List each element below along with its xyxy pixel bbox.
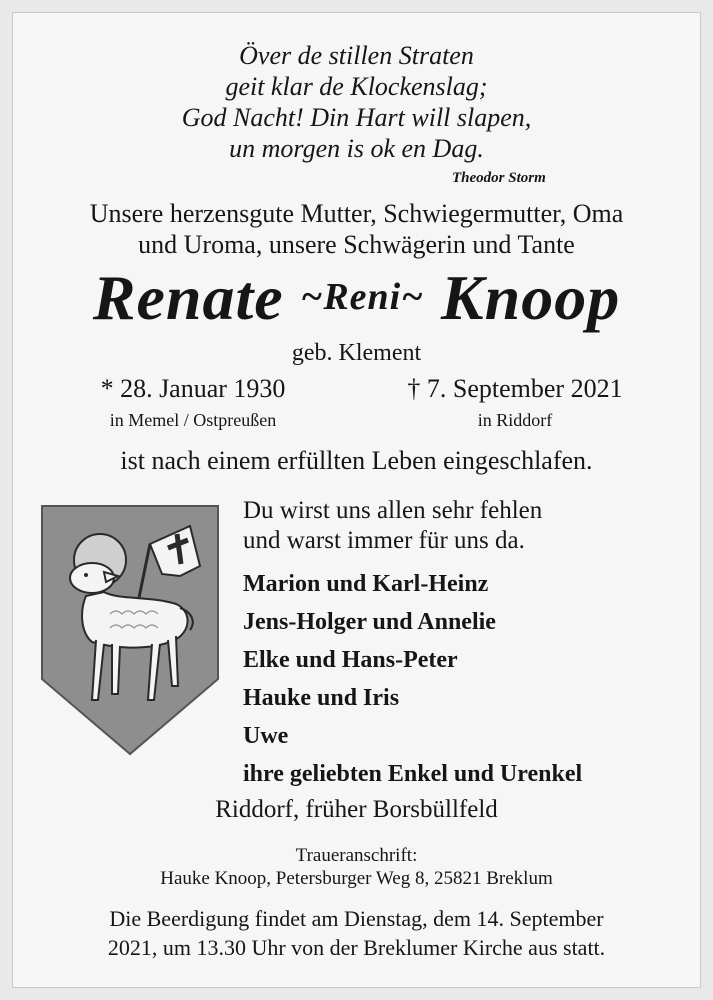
quote: [243, 496, 542, 556]
family-list: [243, 565, 582, 793]
funeral-line: Die Beerdigung findet am Dienstag, dem 14. September: [109, 906, 604, 931]
poem-author: Theodor Storm: [452, 170, 546, 186]
family-member: Elke und Hans-Peter: [243, 647, 458, 673]
mourning-address-label: Traueranschrift:: [295, 845, 418, 866]
family-member: Uwe: [243, 723, 289, 749]
location: Riddorf, früher Borsbüllfeld: [215, 796, 498, 823]
funeral-notice: [0, 904, 713, 962]
poem-line: un morgen is ok en Dag.: [229, 134, 484, 163]
family-member: Hauke und Iris: [243, 685, 400, 711]
birth-place: in Memel / Ostpreußen: [109, 410, 277, 430]
death-date: † 7. September 2021: [407, 374, 623, 403]
deceased-name: [0, 262, 713, 333]
last-name: Knoop: [440, 262, 621, 333]
agnus-dei-lamb-with-flag-shield-icon: [40, 504, 220, 756]
mourning-address: [0, 844, 713, 890]
first-name: Renate: [92, 262, 284, 333]
poem-line: God Nacht! Din Hart will slapen,: [181, 103, 532, 132]
maiden-name: geb. Klement: [291, 340, 422, 366]
funeral-line: 2021, um 13.30 Uhr von der Breklumer Kirche aus statt.: [107, 935, 606, 960]
passing-line: ist nach einem erfüllten Leben eingeschlafen.: [120, 446, 593, 475]
intro-line: und Uroma, unsere Schwägerin und Tante: [138, 230, 575, 259]
family-member: Marion und Karl-Heinz: [243, 571, 489, 597]
emblem: [40, 504, 220, 756]
mourning-address-text: Hauke Knoop, Petersburger Weg 8, 25821 Breklum: [160, 868, 553, 889]
nickname: ~Reni~: [300, 276, 424, 318]
poem-line: Över de stillen Straten: [239, 41, 474, 70]
birth-date: * 28. Januar 1930: [100, 374, 286, 403]
intro-line: Unsere herzensgute Mutter, Schwiegermutter, Oma: [89, 199, 624, 228]
quote-line: und warst immer für uns da.: [243, 527, 525, 554]
quote-line: Du wirst uns allen sehr fehlen: [243, 497, 543, 524]
intro-text: [0, 198, 713, 260]
death-place: in Riddorf: [477, 410, 553, 430]
poem-line: geit klar de Klockenslag;: [225, 72, 488, 101]
family-member: Jens-Holger und Annelie: [243, 609, 496, 635]
poem: [0, 40, 713, 164]
family-member: ihre geliebten Enkel und Urenkel: [243, 761, 583, 787]
